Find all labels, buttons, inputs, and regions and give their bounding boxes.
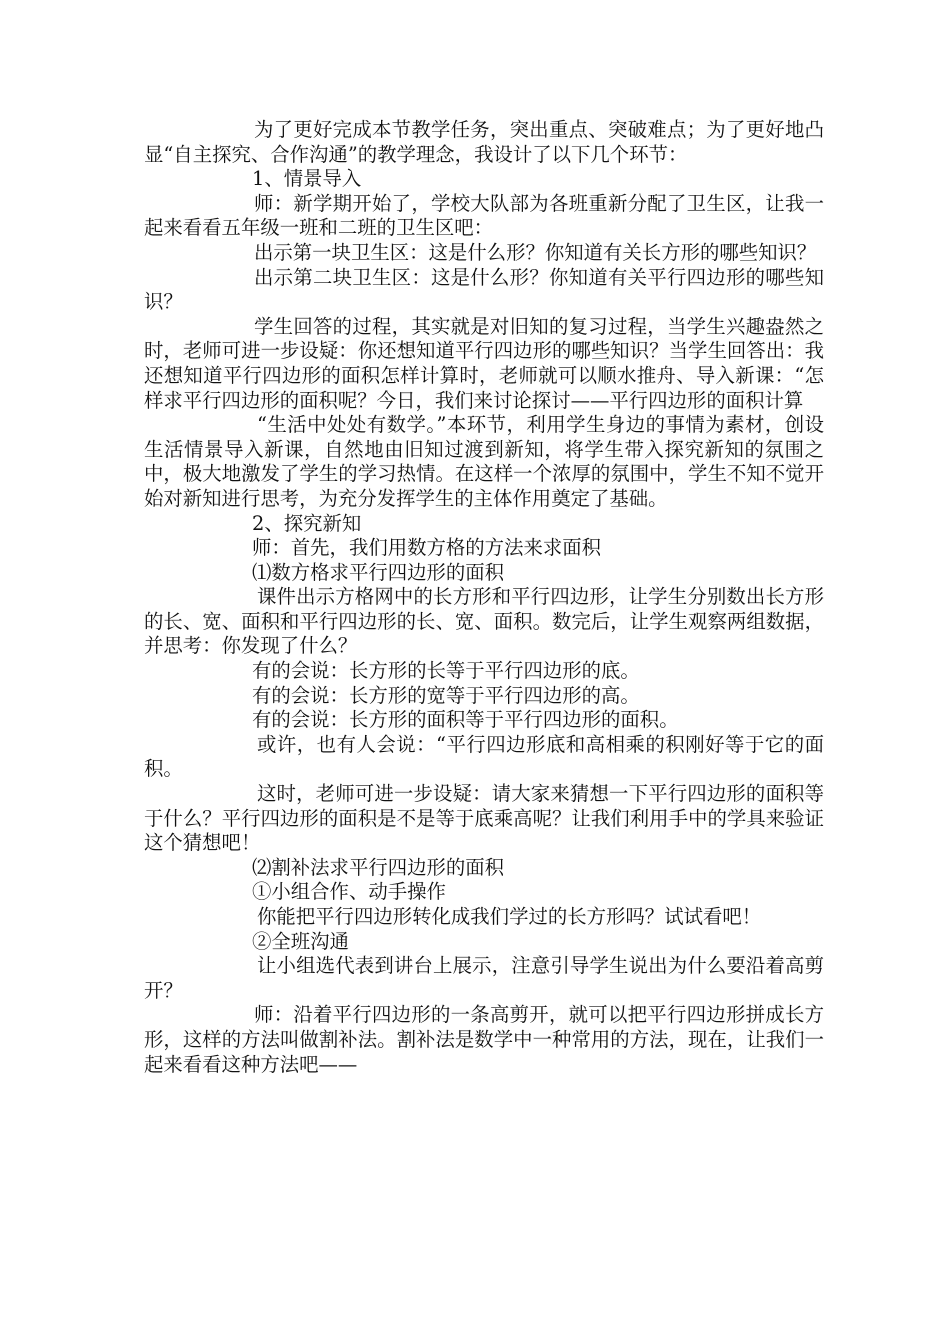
document-page	[144, 118, 824, 1077]
paragraph: 出示第二块卫生区：这是什么形？你知道有关平行四边形的哪些知识？	[144, 265, 824, 314]
paragraph: 或许，也有人会说：“平行四边形底和高相乘的积刚好等于它的面积。	[144, 732, 824, 781]
paragraph: 1、情景导入	[252, 167, 362, 191]
paragraph: 师：首先，我们用数方格的方法来求面积	[252, 536, 602, 560]
paragraph: 这时，老师可进一步设疑：请大家来猜想一下平行四边形的面积等于什么？平行四边形的面积是不是等于底乘高呢？让我们利用手中的学具来验证这个猜想吧！	[144, 782, 824, 855]
paragraph: ②全班沟通	[252, 929, 349, 953]
paragraph: 师：沿着平行四边形的一条高剪开，就可以把平行四边形拼成长方形，这样的方法叫做割补法。割补法是数学中一种常用的方法，现在，让我们一起来看看这种方法吧——	[144, 1003, 824, 1076]
paragraph: 为了更好完成本节教学任务，突出重点、突破难点；为了更好地凸显“自主探究、合作沟通”的教学理念，我设计了以下几个环节：	[144, 118, 824, 166]
paragraph: 有的会说：长方形的面积等于平行四边形的面积。	[252, 708, 679, 732]
paragraph: 学生回答的过程，其实就是对旧知的复习过程，当学生兴趣盎然之时，老师可进一步设疑：你还想知道平行四边形的哪些知识？当学生回答出：我还想知道平行四边形的面积怎样计算时，老师就可以顺水推舟、导入新课：“怎样求平行四边形的面积呢？今日，我们来讨论探讨——平行四边形的面积计算	[144, 314, 824, 412]
paragraph: 有的会说：长方形的宽等于平行四边形的高。	[252, 683, 640, 707]
paragraph: ⑴数方格求平行四边形的面积	[252, 560, 505, 584]
paragraph: 2、探究新知	[252, 511, 362, 535]
paragraph: 有的会说：长方形的长等于平行四边形的底。	[252, 659, 640, 683]
paragraph: “生活中处处有数学。”本环节，利用学生身边的事情为素材，创设生活情景导入新课，自然地由旧知过渡到新知，将学生带入探究新知的氛围之中，极大地激发了学生的学习热情。在这样一个浓厚的氛围中，学生不知不觉开始对新知进行思考，为充分发挥学生的主体作用奠定了基础。	[144, 413, 824, 510]
paragraph: ⑵割补法求平行四边形的面积	[252, 855, 505, 879]
paragraph: 师：新学期开始了，学校大队部为各班重新分配了卫生区，让我一起来看看五年级一班和二班的卫生区吧：	[144, 191, 824, 240]
paragraph: 你能把平行四边形转化成我们学过的长方形吗？试试看吧！	[257, 905, 762, 928]
paragraph: 出示第一块卫生区：这是什么形？你知道有关长方形的哪些知识？	[254, 240, 817, 264]
paragraph: ①小组合作、动手操作	[252, 880, 446, 904]
paragraph: 课件出示方格网中的长方形和平行四边形，让学生分别数出长方形的长、宽、面积和平行四边形的长、宽、面积。数完后，让学生观察两组数据，并思考：你发现了什么？	[144, 585, 824, 658]
paragraph: 让小组选代表到讲台上展示，注意引导学生说出为什么要沿着高剪开？	[144, 954, 824, 1002]
